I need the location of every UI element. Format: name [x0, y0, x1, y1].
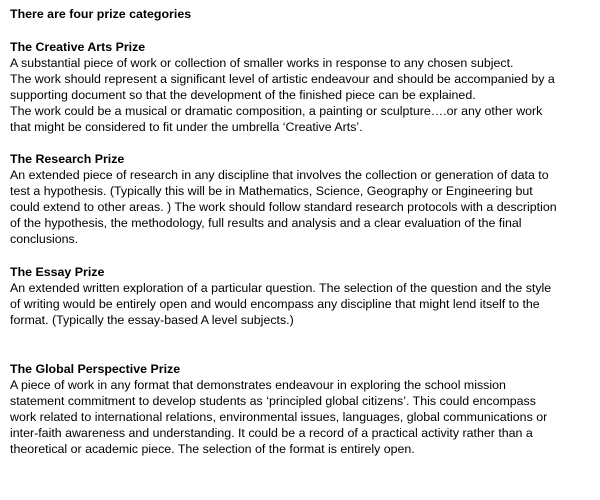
section-essay-prize [10, 264, 590, 328]
paragraph-line: test a hypothesis. (Typically this will be in Mathematics, Science, Geography or Engineering but [10, 184, 533, 198]
paragraph-line: conclusions. [10, 232, 79, 246]
paragraph-line: format. (Typically the essay-based A level subjects.) [10, 313, 294, 327]
paragraph-line: that might be considered to fit under the umbrella ‘Creative Arts’. [10, 120, 363, 134]
paragraph-line: inter-faith awareness and understanding. It could be a record of a practical activity rather than a [10, 426, 533, 440]
section-title-research: The Research Prize [10, 152, 125, 166]
paragraph-line: The work could be a musical or dramatic composition, a painting or sculpture….or any other work [10, 104, 543, 118]
section-title-global-perspective: The Global Perspective Prize [10, 362, 181, 376]
paragraph-line: could extend to other areas. ) The work should follow standard research protocols with a description [10, 200, 557, 214]
paragraph-line: work related to international relations, environmental issues, languages, global communications or [10, 410, 548, 424]
section-creative-arts-prize [10, 39, 590, 135]
paragraph-line: of writing would be entirely open and would encompass any discipline that might lend itself to the [10, 297, 540, 311]
paragraph-line: theoretical or academic piece. The selection of the format is entirely open. [10, 442, 415, 456]
paragraph-line: of the hypothesis, the methodology, full results and analysis and a clear evaluation of the final [10, 216, 522, 230]
document-heading: There are four prize categories [10, 7, 192, 21]
section-global-perspective-prize [10, 361, 590, 457]
section-title-essay: The Essay Prize [10, 265, 105, 279]
paragraph-line: supporting document so that the development of the finished piece can be explained. [10, 88, 476, 102]
paragraph-line: An extended written exploration of a particular question. The selection of the question and the style [10, 281, 552, 295]
paragraph-line: statement commitment to develop students as ‘principled global citizens’. This could encompass [10, 394, 536, 408]
paragraph-line: A substantial piece of work or collection of smaller works in response to any chosen subject. [10, 56, 514, 70]
paragraph-line: The work should represent a significant level of artistic endeavour and should be accompanied by a [10, 72, 555, 86]
paragraph-line: An extended piece of research in any discipline that involves the collection or generation of data to [10, 168, 549, 182]
paragraph-line: A piece of work in any format that demonstrates endeavour in exploring the school mission [10, 378, 506, 392]
section-title-creative-arts: The Creative Arts Prize [10, 40, 146, 54]
section-research-prize [10, 151, 590, 247]
